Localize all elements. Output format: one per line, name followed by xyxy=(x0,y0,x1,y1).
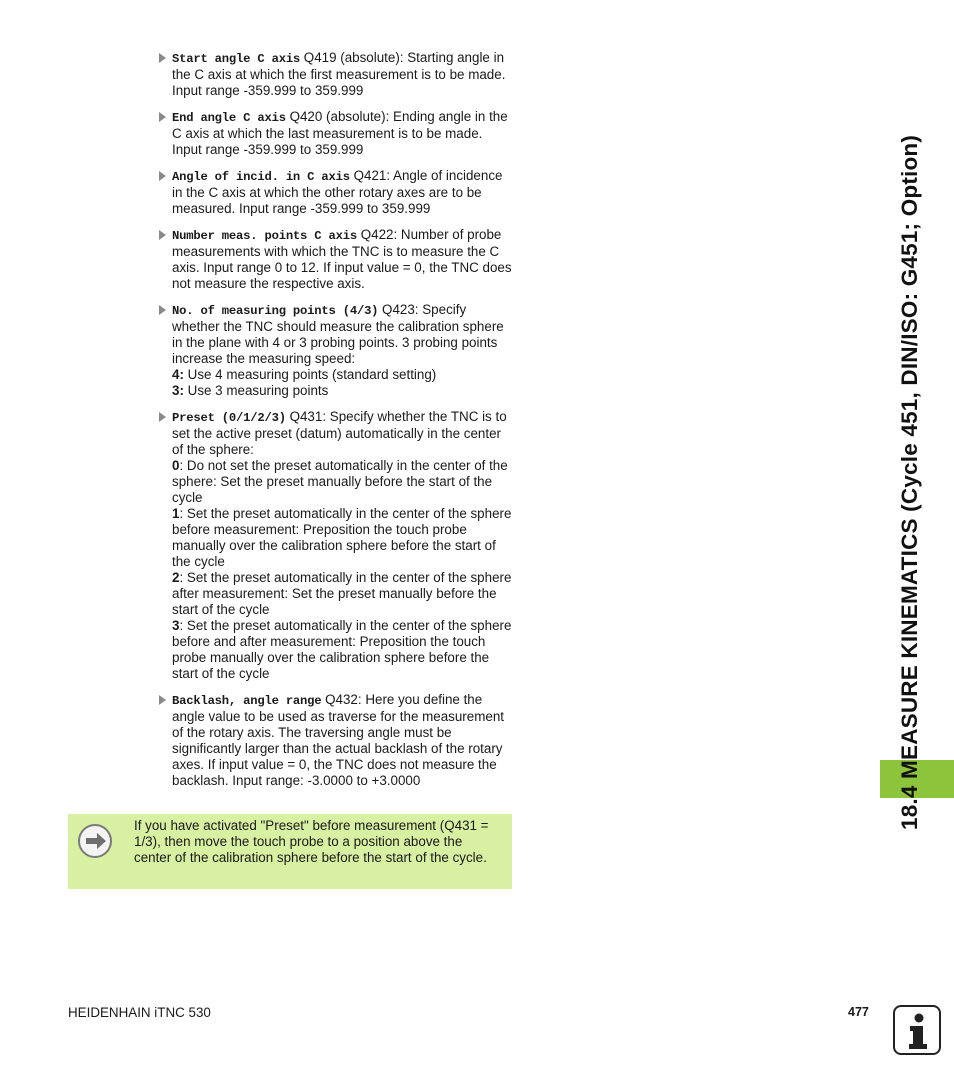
param-description: Q421: Angle of incidence in the C axis at which the other rotary axes are to be measured. Input range -359.999 to 359.999 xyxy=(172,168,503,216)
param-item xyxy=(158,109,514,158)
param-option xyxy=(172,618,514,682)
option-key: 3 xyxy=(172,618,180,633)
bullet-arrow-icon xyxy=(159,695,166,705)
param-option xyxy=(172,570,514,618)
bullet-arrow-icon xyxy=(159,171,166,181)
bullet-arrow-icon xyxy=(159,305,166,315)
note-box xyxy=(68,814,512,889)
param-item xyxy=(158,302,514,399)
param-item xyxy=(158,692,514,789)
option-text: : Set the preset automatically in the center of the sphere before and after measurement: Preposition the touch probe manually over the calibration sphere before the start of the cycle xyxy=(172,618,512,681)
param-option xyxy=(172,383,514,399)
info-icon xyxy=(893,1005,941,1055)
param-option xyxy=(172,506,514,570)
note-text: If you have activated "Preset" before measurement (Q431 = 1/3), then move the touch probe to a position above the center of the calibration sphere before the start of the cycle. xyxy=(134,818,489,865)
bullet-arrow-icon xyxy=(159,230,166,240)
option-key: 2 xyxy=(172,570,180,585)
param-name: Backlash, angle range xyxy=(172,694,322,708)
option-key: 1 xyxy=(172,506,180,521)
param-description: Q432: Here you define the angle value to be used as traverse for the measurement of the rotary axis. The traversing angle must be significantly larger than the actual backlash of the rotary axes. If input value = 0, the TNC does not measure the backlash. Input range: -3.0000 to +3.0000 xyxy=(172,692,504,788)
param-name: Start angle C axis xyxy=(172,52,301,66)
param-description: Q431: Specify whether the TNC is to set the active preset (datum) automatically in the center of the sphere: xyxy=(172,409,507,457)
param-item xyxy=(158,227,514,292)
option-text: Use 3 measuring points xyxy=(183,383,329,398)
param-option xyxy=(172,458,514,506)
option-text: : Set the preset automatically in the center of the sphere after measurement: Set the preset manually before the start of the cycle xyxy=(172,570,512,617)
option-key: 0 xyxy=(172,458,180,473)
param-name: Number meas. points C axis xyxy=(172,229,357,243)
param-item xyxy=(158,409,514,682)
param-name: End angle C axis xyxy=(172,111,286,125)
param-description: Q419 (absolute): Starting angle in the C axis at which the first measurement is to be made. Input range -359.999 to 359.999 xyxy=(172,50,506,98)
bullet-arrow-icon xyxy=(159,412,166,422)
footer-product: HEIDENHAIN iTNC 530 xyxy=(68,1005,211,1020)
page-number: 477 xyxy=(848,1005,869,1019)
option-key: 3: xyxy=(172,383,184,398)
parameter-list xyxy=(158,50,514,799)
param-description: Q420 (absolute): Ending angle in the C axis at which the last measurement is to be made. Input range -359.999 to 359.999 xyxy=(172,109,508,157)
param-item xyxy=(158,168,514,217)
param-name: Angle of incid. in C axis xyxy=(172,170,350,184)
option-text: : Do not set the preset automatically in the center of the sphere: Set the preset manually before the start of the cycle xyxy=(172,458,508,505)
chapter-side-title: 18.4 MEASURE KINEMATICS (Cycle 451, DIN/ISO: G451; Option) xyxy=(897,134,922,830)
param-option xyxy=(172,367,514,383)
param-name: No. of measuring points (4/3) xyxy=(172,304,379,318)
bullet-arrow-icon xyxy=(159,112,166,122)
param-description: Q423: Specify whether the TNC should measure the calibration sphere in the plane with 4 or 3 probing points. 3 probing points increase the measuring speed: xyxy=(172,302,504,366)
option-text: Use 4 measuring points (standard setting) xyxy=(183,367,437,382)
arrow-right-icon xyxy=(78,824,112,858)
bullet-arrow-icon xyxy=(159,53,166,63)
param-name: Preset (0/1/2/3) xyxy=(172,411,286,425)
option-key: 4: xyxy=(172,367,184,382)
param-item xyxy=(158,50,514,99)
param-description: Q422: Number of probe measurements with which the TNC is to measure the C axis. Input range 0 to 12. If input value = 0, the TNC does not measure the respective axis. xyxy=(172,227,512,291)
option-text: : Set the preset automatically in the center of the sphere before measurement: Preposition the touch probe manually over the calibration sphere before the start of the cycle xyxy=(172,506,512,569)
